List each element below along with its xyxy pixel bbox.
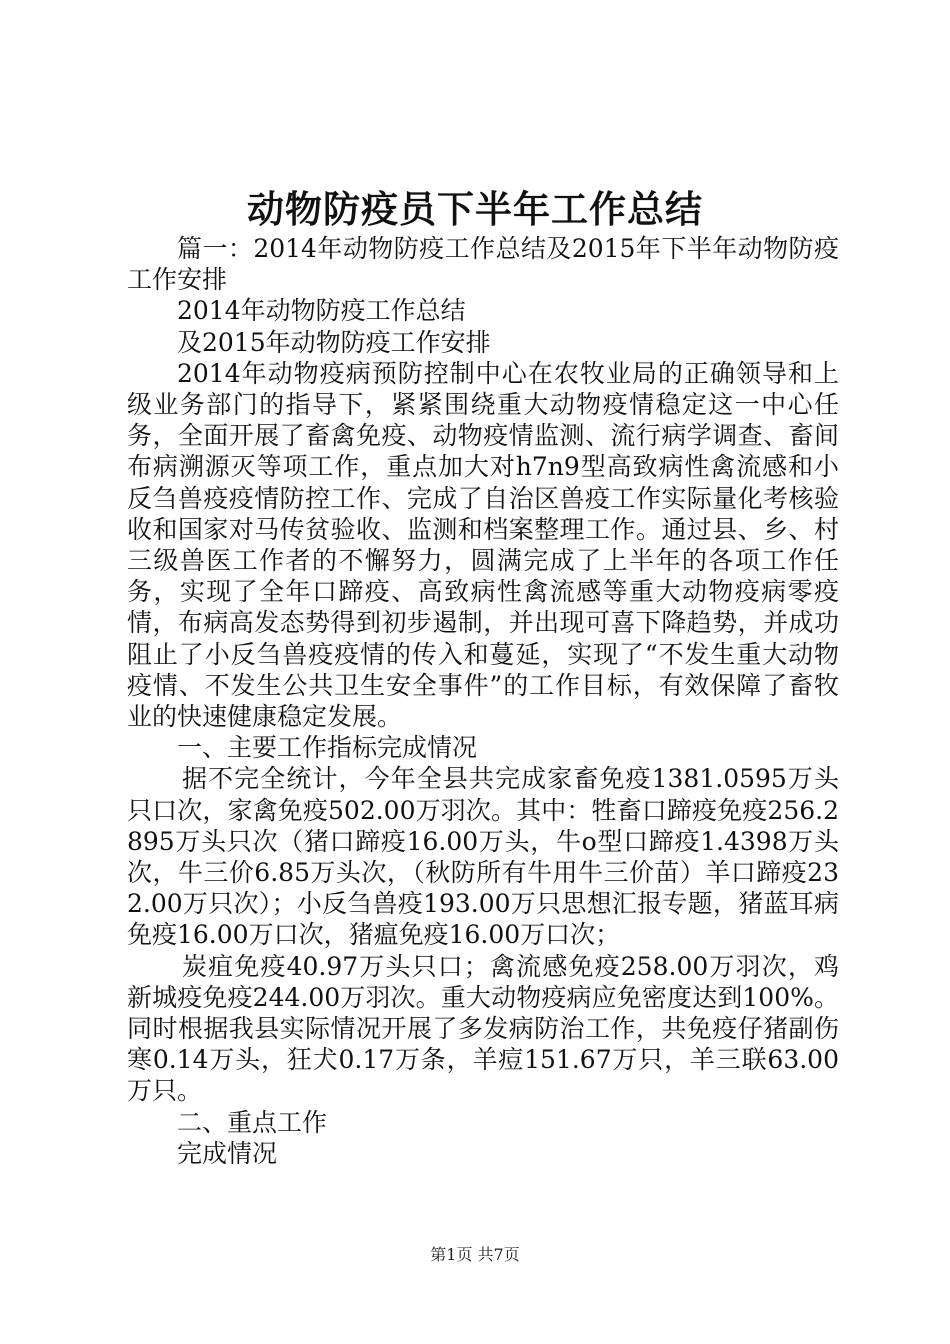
paragraph-statistics: 据不完全统计，今年全县共完成家畜免疫1381.0595万头只口次，家禽免疫502.00万羽次。其中：牲畜口蹄疫免疫256.2895万头只次（猪口蹄疫16.00万头，牛o型口蹄疫1.4398万头次，牛三价6.85万头次，（秋防所有牛用牛三价苗）羊口蹄疫232.00万只次）；小反刍兽疫193.00万只思想汇报专题，猪蓝耳病免疫16.00万口次，猪瘟免疫16.00万口次； xyxy=(127,764,839,950)
paragraph-overview: 2014年动物疫病预防控制中心在农牧业局的正确领导和上级业务部门的指导下，紧紧围绕重大动物疫情稳定这一中心任务，全面开展了畜禽免疫、动物疫情监测、流行病学调查、畜间布病溯源灭等项工作，重点加大对h7n9型高致病性禽流感和小反刍兽疫疫情防控工作、完成了自治区兽疫工作实际量化考核验收和国家对马传贫验收、监测和档案整理工作。通过县、乡、村三级兽医工作者的不懈努力，圆满完成了上半年的各项工作任务，实现了全年口蹄疫、高致病性禽流感等重大动物疫病零疫情，布病高发态势得到初步遏制，并出现可喜下降趋势，并成功阻止了小反刍兽疫疫情的传入和蔓延，实现了“不发生重大动物疫情、不发生公共卫生安全事件”的工作目标，有效保障了畜牧业的快速健康稳定发展。 xyxy=(127,358,839,732)
paragraph-vaccination: 炭疽免疫40.97万头只口；禽流感免疫258.00万羽次，鸡新城疫免疫244.00万羽次。重大动物疫病应免密度达到100%。同时根据我县实际情况开展了多发病防治工作，共免疫仔猪副伤寒0.14万头，狂犬0.17万条，羊痘151.67万只，羊三联63.00万只。 xyxy=(127,951,839,1106)
paragraph-heading-intro: 篇一：2014年动物防疫工作总结及2015年下半年动物防疫工作安排 xyxy=(127,234,839,295)
paragraph-completion: 完成情况 xyxy=(177,1138,278,1168)
paragraph-subtitle-summary: 2014年动物防疫工作总结 xyxy=(177,296,466,326)
page-number-footer: 第1页 共7页 xyxy=(430,1245,520,1264)
document-body xyxy=(127,233,839,1169)
section-heading-key-work: 二、重点工作 xyxy=(177,1107,328,1137)
section-heading-indicators: 一、主要工作指标完成情况 xyxy=(177,733,478,763)
document-title: 动物防疫员下半年工作总结 xyxy=(247,188,703,231)
paragraph-subtitle-plan: 及2015年动物防疫工作安排 xyxy=(177,327,491,357)
